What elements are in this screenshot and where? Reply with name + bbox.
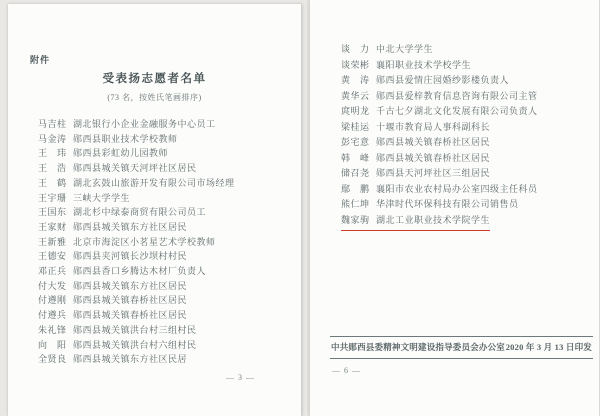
page-number-left: — 3 —: [226, 373, 255, 382]
volunteer-affiliation: 郧西县城关镇洪台村六组村民: [73, 339, 197, 350]
issue-date: 2020 年 3 月 13 日印发: [505, 342, 592, 352]
list-item: [38, 293, 235, 308]
volunteer-name: 王 浩: [38, 163, 67, 174]
volunteer-affiliation: 湖北玄鼓山旅游开发有限公司市场经理: [73, 177, 235, 188]
list-item: [341, 58, 538, 74]
list-item: [38, 235, 235, 250]
list-item: [38, 249, 235, 264]
document-title: 受表扬志愿者名单: [102, 73, 207, 85]
volunteer-affiliation: 湖北银行小企业金融服务中心员工: [73, 119, 216, 129]
volunteer-name: 魏家驹: [341, 215, 370, 226]
volunteer-affiliation: 郧西县城关镇天河坪社区居民: [73, 163, 197, 174]
list-item: [341, 73, 538, 89]
list-item: [341, 151, 538, 167]
list-item: [38, 132, 235, 147]
volunteer-affiliation: 湖北工业职业技术学院学生: [376, 215, 491, 226]
volunteer-list-left: [38, 117, 235, 367]
volunteer-affiliation: 郧西县彩虹幼儿园教师: [73, 148, 169, 159]
volunteer-affiliation: 郧西县城关镇春桥社区居民: [73, 310, 188, 321]
volunteer-name: 彭宅意: [341, 137, 370, 148]
list-item: [341, 166, 538, 182]
volunteer-name: 全贤良: [38, 354, 67, 365]
volunteer-affiliation: 三峡大学学生: [73, 192, 131, 203]
volunteer-name: 王 鹤: [38, 177, 67, 188]
volunteer-name: 朱礼锋: [38, 324, 67, 335]
volunteer-name: 谈荣彬: [341, 59, 370, 70]
list-item: [341, 135, 538, 151]
volunteer-affiliation: 郧西县城关镇东方社区居民: [73, 280, 188, 291]
list-item: [38, 220, 235, 235]
issuing-office: 中共郧西县委精神文明建设指导委员会办公室: [331, 342, 506, 352]
list-item: [38, 352, 235, 367]
list-item: [38, 308, 235, 323]
volunteer-name: 王国东: [38, 207, 67, 218]
volunteer-name: 付大发: [38, 280, 67, 291]
list-item: [341, 104, 538, 120]
volunteer-affiliation: 湖北杉中绿泰商贸有限公司员工: [73, 207, 207, 218]
volunteer-affiliation: 郧西县城关镇春桥社区居民: [376, 152, 491, 163]
list-item: [38, 176, 235, 191]
list-item: [38, 161, 235, 176]
document-subtitle: (73 名，按姓氏笔画排序): [107, 93, 202, 102]
document-page-right: [309, 0, 599, 416]
volunteer-affiliation: 中北大学学生: [376, 44, 434, 54]
volunteer-affiliation: 郧西县城关镇洪台村三组村民: [73, 324, 197, 335]
volunteer-name: 付遵刚: [38, 295, 67, 306]
volunteer-affiliation: 千古七夕湖北文化发展有限公司负责人: [376, 106, 538, 117]
volunteer-affiliation: 郧西县爱梓教育信息咨询有限公司主管: [376, 90, 538, 101]
volunteer-name: 黄华云: [341, 90, 370, 101]
volunteer-name: 马金涛: [38, 133, 67, 144]
volunteer-affiliation: 郧西县职业技术学校教师: [73, 133, 178, 144]
volunteer-name: 付遵兵: [38, 310, 67, 321]
volunteer-name: 邓正兵: [38, 266, 67, 277]
volunteer-name: 王家财: [38, 221, 67, 232]
volunteer-list-right: [341, 42, 538, 231]
volunteer-affiliation: 襄阳职业技术学校学生: [376, 59, 472, 70]
volunteer-name: 王德安: [38, 251, 67, 262]
page-number-right: — 6 —: [332, 366, 361, 375]
list-item: [38, 146, 235, 161]
volunteer-name: 黄 涛: [341, 75, 370, 86]
volunteer-name: 谈 力: [341, 44, 370, 54]
list-item: [38, 117, 235, 132]
list-item: [38, 205, 235, 220]
volunteer-name: 熊仁坤: [341, 199, 370, 210]
volunteer-affiliation: 郧西县城关镇春桥社区居民: [376, 137, 491, 148]
attachment-label: 附件: [30, 55, 51, 65]
colophon-footer: [330, 336, 593, 359]
volunteer-name: 梁桂运: [341, 121, 370, 132]
list-item: [38, 264, 235, 279]
volunteer-name: 庹明龙: [341, 106, 370, 117]
volunteer-affiliation: 郧西县城关镇东方社区民居: [73, 354, 188, 365]
list-item-highlighted: [341, 213, 538, 231]
list-item: [341, 89, 538, 105]
volunteer-affiliation: 华津时代环保科技有限公司销售员: [376, 199, 519, 210]
volunteer-name: 储召尧: [341, 168, 370, 179]
volunteer-name: 鄢 鹏: [341, 183, 370, 194]
volunteer-name: 向 阳: [38, 339, 67, 350]
volunteer-affiliation: 郧西县爱情庄园婚纱影楼负责人: [376, 75, 510, 86]
volunteer-affiliation: 北京市海淀区小茗星艺术学校教师: [73, 236, 216, 247]
volunteer-name: 韩 峰: [341, 152, 370, 163]
volunteer-affiliation: 郧西县香口乡腾达木材厂负责人: [73, 266, 207, 277]
volunteer-affiliation: 郧西县城关镇春桥社区居民: [73, 295, 188, 306]
list-item: [341, 120, 538, 136]
list-item: [341, 197, 538, 213]
list-item: [38, 338, 235, 353]
red-underline-highlight: [341, 213, 490, 231]
list-item: [38, 323, 235, 338]
volunteer-affiliation: 郧西县天河坪社区三组居民: [376, 168, 491, 179]
volunteer-affiliation: 郧西县夹河镇长沙坝村村民: [73, 251, 188, 262]
volunteer-affiliation: 襄阳市农业农村局办公室四级主任科员: [376, 183, 538, 194]
volunteer-name: 王新雅: [38, 236, 67, 247]
volunteer-name: 王宇珊: [38, 192, 67, 203]
volunteer-name: 王 玮: [38, 148, 67, 159]
volunteer-affiliation: 十堰市教育局人事科副科长: [376, 121, 491, 132]
document-page-left: [8, 4, 302, 416]
volunteer-name: 马吉柱: [38, 119, 67, 129]
list-item: [341, 182, 538, 198]
volunteer-affiliation: 郧西县城关镇东方社区居民: [73, 221, 188, 232]
list-item: [38, 191, 235, 206]
list-item: [341, 42, 538, 58]
list-item: [38, 279, 235, 294]
